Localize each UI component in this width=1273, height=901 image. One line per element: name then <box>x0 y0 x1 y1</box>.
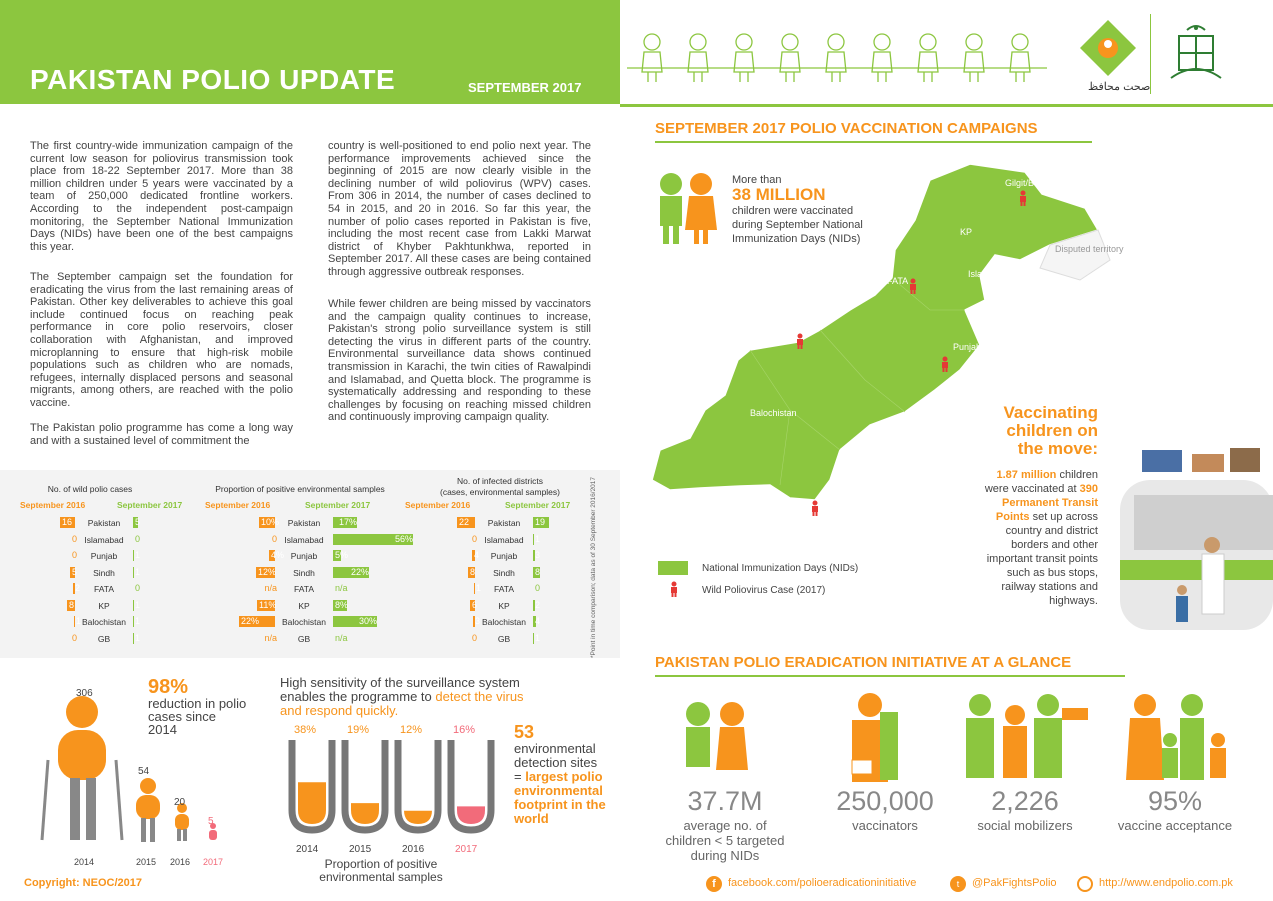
figure-2014-leg <box>70 778 80 840</box>
table-row-name: GB <box>97 633 111 644</box>
cases-2014-year: 2014 <box>74 857 95 867</box>
table-3-title: No. of infected districts <box>457 476 543 486</box>
env-sites-label: environmental detection sites <box>514 741 598 770</box>
table-value-right: 1 <box>535 632 541 643</box>
table-value-right: 2 <box>535 599 541 610</box>
tables-footnote: *Point in time comparison; data as of 30 September 2016/2017 <box>590 476 597 658</box>
glance-stat-label: social mobilizers <box>977 818 1073 833</box>
table-value-right: 5 <box>135 517 141 527</box>
table-value-left: 4% <box>271 550 285 560</box>
wpv-case-marker <box>795 333 805 349</box>
table-row-name: FATA <box>494 584 514 594</box>
table-value-right: 19 <box>535 517 546 527</box>
table-value-left: 0 <box>471 632 477 643</box>
map-label: Gilgit/Baltistan <box>1005 178 1063 188</box>
table-value-left: 0 <box>471 533 477 544</box>
move-num1: 1.87 million <box>996 469 1057 481</box>
map-label: Disputed territory <box>1055 244 1124 254</box>
table-row-name: Islamabad <box>484 534 524 545</box>
tube-percent: 16% <box>453 724 476 736</box>
table-row-name: Sindh <box>293 567 315 578</box>
move-t1: children were vaccinated at <box>984 469 1098 495</box>
table-value-right: n/a <box>335 632 348 643</box>
table-value-right: 0 <box>135 583 141 593</box>
cases-2017-value: 5 <box>208 816 214 827</box>
table-value-right: 30% <box>358 616 377 626</box>
table-value-left: 8 <box>470 566 476 577</box>
legend-case-icon <box>668 581 680 597</box>
table-value-left: n/a <box>264 583 277 593</box>
glance-stat-label: average no. of children < 5 targeted during NIDs <box>665 818 785 863</box>
table-row-name: Islamabad <box>84 534 124 545</box>
cases-2014-value: 306 <box>76 688 93 699</box>
wpv-case-marker <box>1018 190 1028 206</box>
glance-title: PAKISTAN POLIO ERADICATION INITIATIVE AT A GLANCE <box>655 654 1072 671</box>
glance-icons <box>670 690 1250 785</box>
figure-2014-body <box>58 730 106 780</box>
tables-panel <box>0 470 620 658</box>
tube-year: 2016 <box>402 844 425 855</box>
figure-2015-head <box>140 778 156 794</box>
table-value-left: 0 <box>71 632 77 643</box>
env-sites-number: 53 <box>514 722 535 742</box>
tube-percent: 12% <box>400 724 423 736</box>
table-row-name: GB <box>297 633 311 644</box>
glance-stat-number: 2,226 <box>991 786 1059 816</box>
intro-col1-p2: The September campaign set the foundation for eradicating the virus from the last remaining areas of Pakistan. Other key deliverables to achieve this goal include continued focus on reaching peak performance in core polio reservoirs, closer collaboration with Afghanistan, and improved microplanning to ensure that high-risk mobile populations such as children who are nomads, refugees, internally displaced persons and seasonal migrants, among others, are reached with the polio vaccine. <box>30 271 293 409</box>
table-value-right: 4 <box>535 616 541 626</box>
table-value-right: 0 <box>535 583 541 593</box>
glance-stat-label: vaccine acceptance <box>1117 818 1233 833</box>
table-value-left: 22% <box>241 616 260 626</box>
table-value-right: 1 <box>535 533 541 544</box>
mobilizers-icon <box>966 694 1088 778</box>
twitter-link[interactable]: @PakFightsPolio <box>972 877 1057 889</box>
table-row-name: Balochistan <box>282 617 326 627</box>
table-row-name: Pakistan <box>87 518 121 528</box>
table-row-name: KP <box>498 600 510 611</box>
table-value-left: 3 <box>475 616 481 626</box>
glance-title-underline <box>655 675 1125 677</box>
table-row-name: FATA <box>94 584 114 594</box>
legend-nids-swatch <box>658 561 688 575</box>
logo-urdu-text: صحت محافظ <box>1088 81 1151 93</box>
tube-fill <box>351 803 379 824</box>
tube-year: 2017 <box>455 844 478 855</box>
wpv-case-marker <box>908 278 918 294</box>
website-link[interactable]: http://www.endpolio.com.pk <box>1099 877 1233 889</box>
legend-nids: National Immunization Days (NIDs) <box>702 563 859 574</box>
move-num2: 390 Permanent Transit Points <box>995 483 1098 523</box>
table-value-right: 1 <box>135 632 141 643</box>
wpv-case-marker <box>810 500 820 516</box>
globe-icon <box>1077 876 1093 892</box>
table-value-left: 22 <box>459 517 470 527</box>
cases-2015-value: 54 <box>138 766 150 777</box>
table-3-subtitle: (cases, environmental samples) <box>440 487 560 497</box>
table-value-left: 4 <box>474 550 480 560</box>
table-value-left: 2 <box>75 583 81 593</box>
wpv-case-marker <box>940 356 950 372</box>
logo-divider <box>1150 14 1151 94</box>
tube-fill <box>404 810 432 824</box>
table-value-right: 1 <box>135 566 141 577</box>
table-value-right: 17% <box>338 517 357 527</box>
env-sites-text <box>514 742 624 826</box>
intro-col1-p1: The first country-wide immunization campaign of the current low season for poliovirus transmission took place from 18-22 September 2017. More than 38 million children under 5 years were vaccinated by a team of 250,000 dedicated frontline workers. According to the independent post-campaign monitoring, the September National Immunization Days (NIDs) have been one of the best campaigns this year. <box>30 140 293 253</box>
reduction-percent: 98% <box>148 676 189 698</box>
move-t2: set up across country and district borders and other important transit points such as bus stops, railway stations and highways. <box>986 511 1098 607</box>
map-label: Balochistan <box>750 408 797 418</box>
government-emblem <box>1165 20 1227 86</box>
table-value-right: 0 <box>135 533 141 544</box>
table-row-name: Pakistan <box>287 518 321 528</box>
table-row-name: Pakistan <box>487 518 521 528</box>
table-value-left: 16 <box>62 517 73 527</box>
bus-illustration <box>1112 440 1273 640</box>
env-sites-footprint: largest polio environmental footprint in the world <box>514 769 606 826</box>
glance-stat-number: 95% <box>1147 786 1203 816</box>
table-value-right: 56% <box>394 533 413 544</box>
copyright: Copyright: NEOC/2017 <box>24 877 142 889</box>
tube-percent: 19% <box>347 724 370 736</box>
map-label: FATA <box>887 276 909 286</box>
children-chain-illustration <box>622 30 1052 85</box>
map-label: Sindh <box>848 460 872 470</box>
table-value-right: 3 <box>535 550 541 560</box>
table-value-left: 11% <box>259 599 277 610</box>
figure-2014-head <box>66 696 98 728</box>
table-value-right: 8 <box>535 566 541 577</box>
table-1-title: No. of wild polio cases <box>47 484 133 494</box>
tubes-caption: Proportion of positive environmental samples <box>319 857 443 884</box>
sehat-muhafiz-logo <box>1078 18 1138 78</box>
table-value-right: 1 <box>135 599 141 610</box>
intro-col2-p2: While fewer children are being missed by vaccinators and the campaign quality continues to increase, Pakistan's strong polio surveillance system is still detecting the virus in different parts of the country. Environmental surveillance data shows continued transmission in Karachi, the twin cities of Rawalpindi and Islamabad, and Quetta block. The programme is systematically addressing and responding to these challenges by focusing on reaching missed children and continuously improving campaign quality. <box>328 298 591 424</box>
table-value-left: 0 <box>271 533 277 544</box>
reduction-text: reduction in polio cases since 2014 <box>148 696 247 737</box>
table-row-name: Punjab <box>290 551 318 561</box>
glance-stat-number: 250,000 <box>836 786 934 816</box>
table-row-name: KP <box>298 600 310 611</box>
tubes-chart <box>282 740 502 840</box>
table-value-right: n/a <box>335 583 348 593</box>
tube-fill <box>457 806 485 824</box>
facebook-icon: f <box>706 876 722 892</box>
table-1-left-header: September 2016 <box>20 500 86 510</box>
facebook-link[interactable]: facebook.com/polioeradicationinitiative <box>728 877 917 889</box>
table-value-right: 1 <box>135 616 141 626</box>
cases-2017-year: 2017 <box>203 857 224 867</box>
table-value-left: 1 <box>76 616 82 626</box>
map-label: KP <box>960 227 973 237</box>
millions-vaccinated: 38 MILLION <box>732 185 826 204</box>
cases-2016-value: 20 <box>174 797 186 808</box>
table-2-left-header: September 2016 <box>205 500 271 510</box>
move-title: Vaccinating children on the move: <box>1003 403 1098 458</box>
twitter-icon: t <box>950 876 966 892</box>
table-value-right: 22% <box>350 566 369 577</box>
cases-2015-year: 2015 <box>136 857 157 867</box>
header-banner <box>0 0 620 104</box>
tube-year: 2015 <box>349 844 372 855</box>
table-value-left: n/a <box>264 632 277 643</box>
tubes-heading-line1: High sensitivity of the surveillance system enables the programme to <box>280 675 520 704</box>
table-value-left: 0 <box>71 533 77 544</box>
table-value-left: 8 <box>69 599 75 610</box>
table-row-name: Sindh <box>493 567 515 578</box>
table-row-name: FATA <box>294 584 314 594</box>
campaign-title: SEPTEMBER 2017 POLIO VACCINATION CAMPAIGNS <box>655 120 1038 137</box>
table-3-right-header: September 2017 <box>505 500 571 510</box>
tube-percent: 38% <box>294 724 317 736</box>
env-sites-equals: = <box>514 769 522 784</box>
table-value-left: 5 <box>72 566 78 577</box>
move-text <box>970 468 1098 608</box>
table-value-right: 1 <box>135 550 141 560</box>
table-value-left: 12% <box>258 566 277 577</box>
table-row-name: GB <box>497 633 511 644</box>
intro-col2-p1: country is well-positioned to end polio next year. The performance improvements achieved since the beginning of 2015 are now clearly visible in the declining number of wild poliovirus (WPV) cases. From 306 in 2014, the number of cases declined to 54 in 2015, and 20 in 2016. So far this year, the number of polio cases reported in Pakistan is five, including the most recent case from Lakki Marwat district of Khyber Pakhtunkhwa, reported in September 2017. All these cases are being contained through aggressive outbreak responses. <box>328 140 591 278</box>
table-row-name: Balochistan <box>82 617 126 627</box>
tubes-heading-line2: detect the virus and respond quickly. <box>280 689 524 718</box>
glance-stat-label: vaccinators <box>852 818 918 833</box>
map-label: Punjab <box>953 342 982 352</box>
table-row-name: Sindh <box>93 567 115 578</box>
glance-stat-number: 37.7M <box>687 786 763 816</box>
cases-2016-year: 2016 <box>170 857 191 867</box>
table-row-name: Punjab <box>90 551 118 561</box>
table-1-right-header: September 2017 <box>117 500 183 510</box>
table-2-title: Proportion of positive environmental samples <box>215 484 385 494</box>
tubes-heading <box>280 676 530 718</box>
page-title: PAKISTAN POLIO UPDATE <box>30 64 396 95</box>
table-value-left: 10% <box>261 517 280 527</box>
table-row-name: Punjab <box>490 551 518 561</box>
more-than-label: More than <box>732 174 782 186</box>
table-row-name: Islamabad <box>284 534 324 545</box>
page-date: SEPTEMBER 2017 <box>468 80 582 95</box>
family-icon <box>1126 694 1226 780</box>
tube-fill <box>298 782 326 824</box>
table-row-name: KP <box>98 600 110 611</box>
table-2-right-header: September 2017 <box>305 500 371 510</box>
table-value-right: 8% <box>335 599 349 610</box>
vaccinator-icon <box>852 693 898 782</box>
table-row-name: Balochistan <box>482 617 526 627</box>
campaign-desc: children were vaccinated during September National Immunization Days (NIDs) <box>732 205 863 245</box>
table-3-left-header: September 2016 <box>405 500 471 510</box>
table-value-left: 1 <box>476 583 482 593</box>
map-label: Islamabad <box>968 269 1010 279</box>
table-value-right: 5% <box>335 550 349 560</box>
tube-year: 2014 <box>296 844 319 855</box>
header-divider <box>620 104 1273 107</box>
intro-col1-p3: The Pakistan polio programme has come a long way and with a sustained level of commitment the <box>30 422 293 447</box>
legend-case: Wild Poliovirus Case (2017) <box>702 585 826 596</box>
table-value-left: 6 <box>472 599 478 610</box>
table-value-left: 0 <box>71 550 77 560</box>
children-icon <box>686 702 748 770</box>
campaign-title-underline <box>655 141 1092 143</box>
